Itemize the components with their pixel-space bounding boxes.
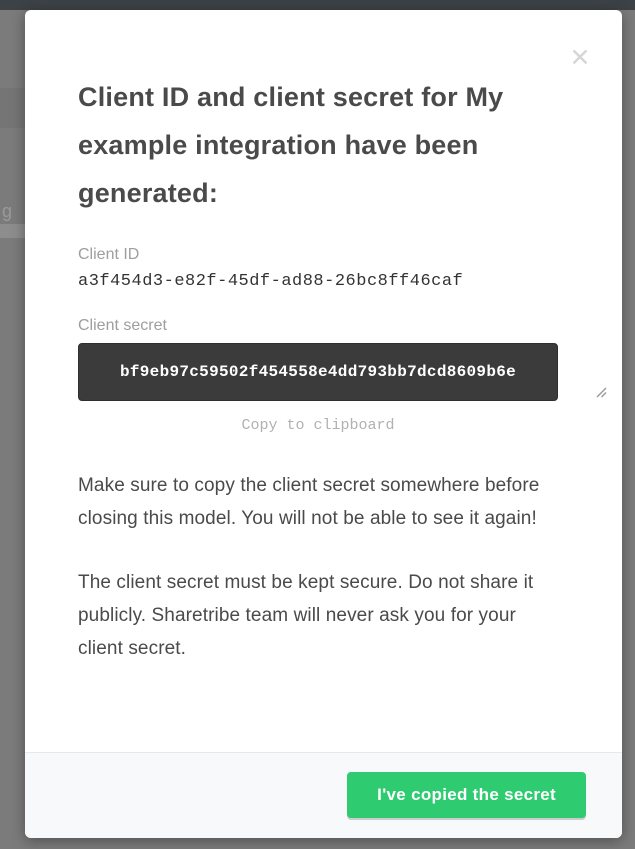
close-icon[interactable]: ✕ [564,42,596,74]
warning-copy-secret: Make sure to copy the client secret somewhere before closing this model. You will not be able to see it again! [78,475,540,529]
modal-title [78,10,569,217]
client-id-value: a3f454d3-e82f-45df-ad88-26bc8ff46caf [78,272,464,291]
client-credentials-modal [25,10,622,838]
modal-footer [25,752,622,838]
copy-to-clipboard-link[interactable]: Copy to clipboard [78,417,558,434]
modal-title-line: generated: [78,178,219,208]
warning-keep-secure: The client secret must be kept secure. Do not share it publicly. Sharetribe team will never ask you for your client secret. [78,572,534,659]
modal-title-line: example integration have been [78,130,479,160]
client-secret-label: Client secret [78,317,167,334]
copied-secret-confirm-button[interactable]: I've copied the secret [347,772,586,818]
background-top-bar [0,0,635,10]
resize-handle-icon [596,387,607,398]
background-page-text-fragment: g [2,201,13,221]
background-page-fragment [0,88,25,128]
background-page-fragment [0,224,25,238]
modal-body [25,10,622,665]
client-secret-field-wrapper [78,343,569,401]
modal-title-line: Client ID and client secret for My [78,82,504,112]
client-secret-textarea[interactable] [78,343,558,401]
client-id-label: Client ID [78,246,140,263]
